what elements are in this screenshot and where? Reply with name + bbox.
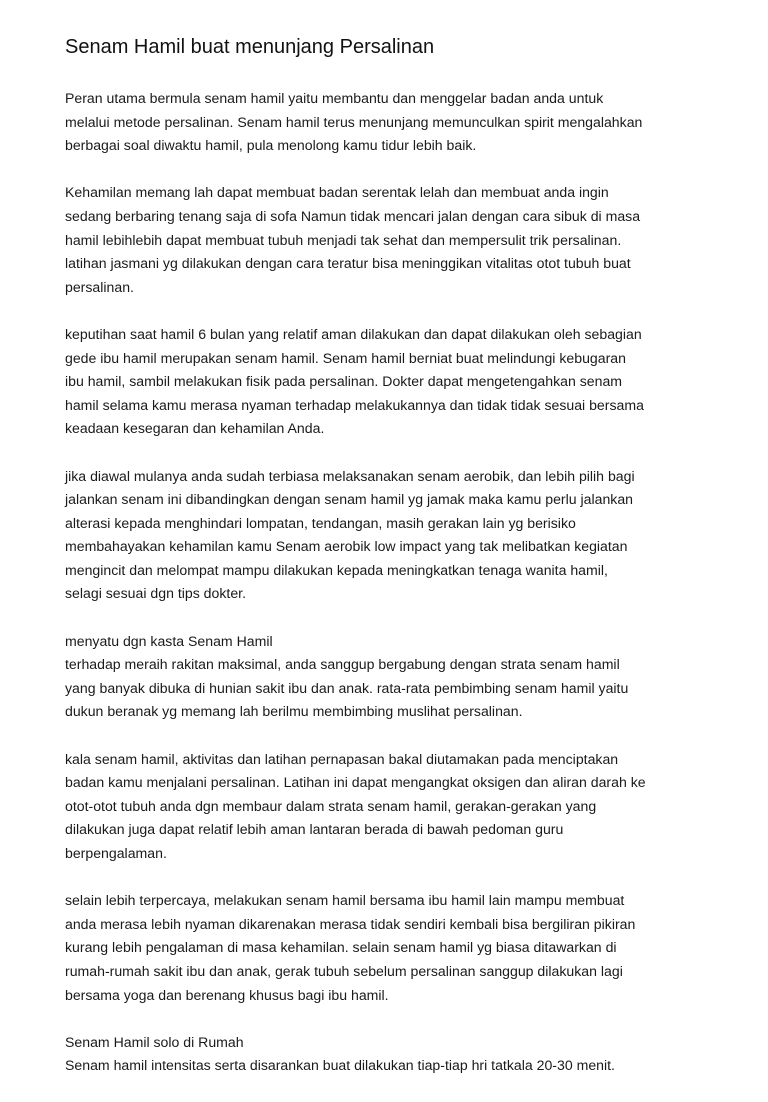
text-line: mengincit dan melompat mampu dilakukan kepada meningkatkan tenaga wanita hamil,	[65, 561, 608, 578]
paragraph-3	[65, 323, 745, 441]
text-line: sedang berbaring tenang saja di sofa Namun tidak mencari jalan dengan cara sibuk di masa	[65, 207, 641, 224]
text-line: rumah-rumah sakit ibu dan anak, gerak tubuh sebelum persalinan sanggup dilakukan lagi	[65, 962, 623, 979]
text-line: keadaan kesegaran dan kehamilan Anda.	[65, 420, 325, 437]
paragraph-6	[65, 748, 745, 866]
paragraph-7	[65, 889, 745, 1007]
text-line: alterasi kepada menghindari lompatan, tendangan, masih gerakan lain yg berisiko	[65, 514, 576, 531]
document-title: Senam Hamil buat menunjang Persalinan	[65, 36, 435, 58]
section-heading: Senam Hamil solo di Rumah	[65, 1033, 244, 1050]
text-line: yang banyak dibuka di hunian sakit ibu dan anak. rata-rata pembimbing senam hamil yaitu	[65, 679, 629, 696]
text-line: membahayakan kehamilan kamu Senam aerobik low impact yang tak melibatkan kegiatan	[65, 538, 628, 555]
paragraph-8	[65, 1031, 745, 1078]
section-heading: menyatu dgn kasta Senam Hamil	[65, 632, 273, 649]
text-line: dukun beranak yg memang lah berilmu membimbing muslihat persalinan.	[65, 703, 523, 720]
text-line: anda merasa lebih nyaman dikarenakan merasa tidak sendiri kembali bisa bergiliran pikiran	[65, 915, 636, 932]
text-line: badan kamu menjalani persalinan. Latihan ini dapat mengangkat oksigen dan aliran darah ke	[65, 774, 646, 791]
text-line: bersama yoga dan berenang khusus bagi ibu hamil.	[65, 986, 389, 1003]
text-line: jalankan senam ini dibandingkan dengan senam hamil yg jamak maka kamu perlu jalankan	[65, 491, 634, 508]
document-page	[65, 34, 745, 1102]
text-line: Kehamilan memang lah dapat membuat badan serentak lelah dan membuat anda ingin	[65, 184, 609, 201]
paragraph-5	[65, 630, 745, 724]
text-line: berpengalaman.	[65, 845, 167, 861]
text-line: Peran utama bermula senam hamil yaitu membantu dan menggelar badan anda untuk	[65, 90, 604, 106]
paragraph-2	[65, 181, 745, 299]
text-line: berbagai soal diwaktu hamil, pula menolong kamu tidur lebih baik.	[65, 137, 477, 154]
text-line: Senam hamil intensitas serta disarankan buat dilakukan tiap-tiap hri tatkala 20-30 menit.	[65, 1057, 615, 1074]
text-line: dilakukan juga dapat relatif lebih aman lantaran berada di bawah pedoman guru	[65, 821, 564, 838]
text-line: persalinan.	[65, 278, 134, 295]
paragraph-1	[65, 87, 745, 158]
text-line: gede ibu hamil merupakan senam hamil. Senam hamil berniat buat melindungi kebugaran	[65, 349, 626, 366]
text-line: kurang lebih pengalaman di masa kehamilan. selain senam hamil yg biasa ditawarkan di	[65, 939, 617, 956]
text-line: otot-otot tubuh anda dgn membaur dalam strata senam hamil, gerakan-gerakan yang	[65, 797, 597, 814]
text-line: selagi sesuai dgn tips dokter.	[65, 585, 246, 602]
paragraph-4	[65, 465, 745, 607]
text-line: melalui metode persalinan. Senam hamil terus menunjang memunculkan spirit mengalahkan	[65, 113, 643, 130]
text-line: latihan jasmani yg dilakukan dengan cara teratur bisa meninggikan vitalitas otot tubuh buat	[65, 255, 631, 272]
text-line: jika diawal mulanya anda sudah terbiasa melaksanakan senam aerobik, dan lebih pilih bagi	[65, 467, 635, 484]
text-line: hamil lebihlebih dapat membuat tubuh menjadi tak sehat dan mempersulit trik persalinan.	[65, 231, 622, 248]
text-line: keputihan saat hamil 6 bulan yang relatif aman dilakukan dan dapat dilakukan oleh sebagian	[65, 325, 642, 342]
text-line: hamil selama kamu merasa nyaman terhadap melakukannya dan tidak tidak sesuai bersama	[65, 396, 644, 413]
text-line: terhadap meraih rakitan maksimal, anda sanggup bergabung dengan strata senam hamil	[65, 656, 620, 673]
text-line: kala senam hamil, aktivitas dan latihan pernapasan bakal diutamakan pada menciptakan	[65, 750, 619, 767]
text-line: selain lebih terpercaya, melakukan senam hamil bersama ibu hamil lain mampu membuat	[65, 892, 625, 909]
text-line: ibu hamil, sambil melakukan fisik pada persalinan. Dokter dapat mengetengahkan senam	[65, 373, 623, 390]
